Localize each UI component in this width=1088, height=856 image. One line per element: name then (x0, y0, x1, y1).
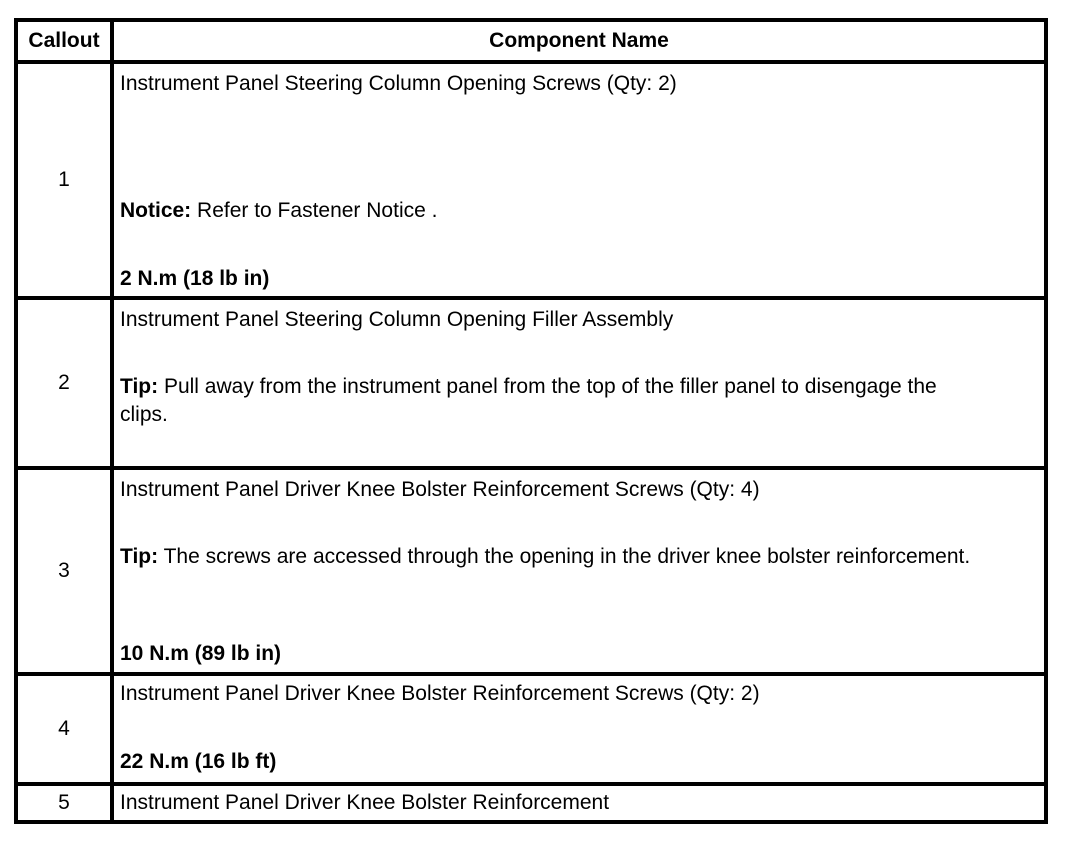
component-name: Instrument Panel Driver Knee Bolster Reinforcement Screws (Qty: 4) (120, 478, 760, 501)
tip-line (120, 373, 950, 429)
component-name: Instrument Panel Driver Knee Bolster Reinforcement Screws (Qty: 2) (120, 682, 760, 705)
notice-label: Notice: (120, 199, 192, 222)
table-row (18, 786, 1044, 820)
tip-label: Tip: (120, 545, 159, 568)
table-row (18, 470, 1044, 676)
table-row (18, 300, 1044, 470)
tip-text: The screws are accessed through the opening in the driver knee bolster reinforcement. (158, 545, 971, 568)
header-callout: Callout (18, 22, 114, 60)
component-cell (114, 676, 1044, 782)
component-name: Instrument Panel Steering Column Opening Filler Assembly (120, 308, 674, 331)
table-row (18, 64, 1044, 300)
component-cell (114, 470, 1044, 672)
notice-text: Refer to Fastener Notice . (191, 199, 438, 222)
component-cell (114, 786, 1044, 820)
component-cell (114, 300, 1044, 466)
component-table (14, 18, 1048, 824)
torque-spec: 22 N.m (16 lb ft) (120, 750, 277, 773)
torque-spec: 10 N.m (89 lb in) (120, 642, 282, 665)
component-name: Instrument Panel Steering Column Opening Screws (Qty: 2) (120, 72, 677, 95)
callout-number: 2 (18, 300, 114, 466)
component-cell (114, 64, 1044, 296)
tip-label: Tip: (120, 375, 159, 398)
notice-line (120, 197, 1036, 225)
tip-text: Pull away from the instrument panel from the top of the filler panel to disengage the clips. (120, 375, 937, 426)
table-header-row (18, 22, 1044, 64)
tip-line (120, 543, 990, 571)
table-row (18, 676, 1044, 786)
callout-number: 3 (18, 470, 114, 672)
torque-spec: 2 N.m (18 lb in) (120, 267, 270, 290)
header-component-name: Component Name (489, 29, 669, 52)
component-name: Instrument Panel Driver Knee Bolster Reinforcement (120, 791, 610, 814)
callout-number: 1 (18, 64, 114, 296)
callout-number: 5 (18, 786, 114, 820)
callout-number: 4 (18, 676, 114, 782)
